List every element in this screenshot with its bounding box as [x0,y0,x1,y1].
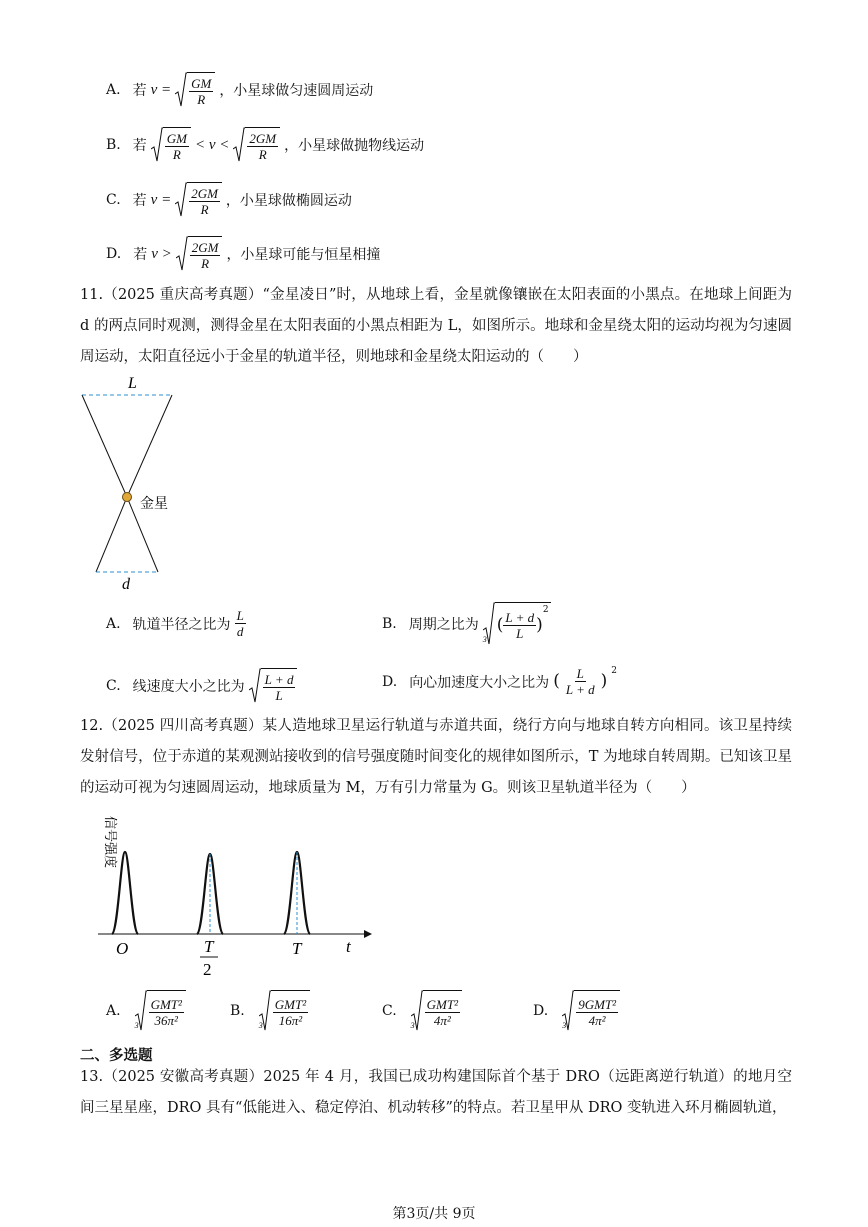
fraction-numerator: 2GM [191,186,218,201]
option-label: A. [106,1003,121,1019]
fraction-numerator: L + d [505,610,535,625]
math-relation: v = [150,191,172,208]
q11-option-d: D. 向心加速度大小之比为 ( $\frac{L}{L + d}$ ) $^2$ [382,666,617,697]
option-prefix: 若 [133,247,148,263]
option-prefix: 若 [132,193,147,209]
q12-signal-figure [92,812,374,982]
fraction-denominator: 36π² [154,1013,178,1028]
q11-figure [78,372,198,594]
fraction-denominator: L [516,626,524,641]
fraction-denominator: L + d [565,682,595,697]
q13-stem: 13.（2025 安徽高考真题）2025 年 4 月，我国已成功构建国际首个基于 DRO（远距离逆行轨道）的地月空间三星星座，DRO 具有“低能进入、稳定停泊、机动转移”的特点。若卫星甲从 DRO 变轨进入环月椭圆轨道， [80,1069,792,1116]
sqrt-expression [175,182,222,218]
math-relation: v = [150,81,172,98]
option-text: ，小星球做椭圆运动 [225,193,352,209]
option-text: ，小星球做抛物线运动 [284,138,425,154]
sightline-left [82,395,127,497]
fraction-numerator: L [236,608,244,623]
figure-label-d: d [122,576,130,593]
exponent: 2 [542,605,549,615]
sqrt-expression [233,127,280,163]
q10-option-d [106,236,380,272]
fraction-denominator: R [258,147,267,162]
option-text: 周期之比为 [408,617,479,633]
fraction-numerator: GMT² [426,997,459,1012]
q10-option-a [106,72,373,108]
q11-option-b [382,602,551,646]
cube-root-expression [259,990,310,1032]
sqrt-expression [175,72,215,108]
option-label: C. [382,1003,397,1019]
time-axis-label: t [346,937,351,956]
sqrt-expression [151,127,191,163]
fraction-denominator: 16π² [278,1013,303,1028]
option-prefix: 若 [132,138,147,154]
fraction-numerator: GM [191,76,212,91]
fraction [564,666,597,697]
fraction-numerator: GMT² [150,997,182,1012]
option-text: 线速度大小之比为 [132,679,245,695]
page-number: 第3页/共 9页 [392,1206,476,1222]
fraction-numerator: 2GM [191,240,219,255]
fraction-numerator: GM [166,131,187,146]
option-text: 轨道半径之比为 [132,616,231,633]
q10-option-b [106,127,424,163]
exponent: 2 [611,666,617,676]
fraction-denominator: R [172,147,181,162]
root-index: 3 [134,1021,139,1030]
root-index: 3 [258,1021,263,1030]
option-label: A. [106,82,121,98]
math-relation: < v < [194,136,230,153]
option-label: B. [106,137,121,153]
q12-option-a [106,990,186,1032]
venus-label: 金星 [140,496,168,512]
option-label: D. [382,673,398,690]
sightline-lower-left [96,497,127,572]
cube-root-expression [562,990,620,1032]
q12-option-b [230,990,310,1032]
option-label: B. [382,616,397,632]
cube-root-expression [411,990,462,1032]
figure-label-l: L [128,375,137,392]
q11-option-c [106,668,297,704]
option-text: ，小星球做匀速圆周运动 [219,83,374,99]
option-label: B. [230,1003,245,1019]
fraction-denominator: L [275,688,283,703]
tick-half-denominator: 2 [203,960,212,979]
fraction-denominator: R [197,92,206,107]
origin-label: O [116,939,129,958]
sqrt-expression [249,668,298,704]
fraction-numerator: GMT² [274,997,307,1012]
fraction-numerator: 9GMT² [578,997,617,1012]
q11-option-a [106,608,246,639]
option-label: D. [533,1003,549,1019]
q10-option-c [106,182,352,218]
axis-arrow [364,930,372,938]
option-text: ，小星球可能与恒星相撞 [226,247,381,263]
fraction [235,608,246,639]
sightline-right [127,395,172,497]
fraction-numerator: L [576,666,584,681]
sqrt-expression [176,236,223,272]
venus-dot [123,493,132,502]
root-index: 3 [482,635,487,644]
fraction-denominator: d [236,624,244,639]
root-index: 3 [410,1021,415,1030]
q12-option-c [382,990,462,1032]
fraction-numerator: L + d [264,672,294,687]
figure-ylabel: 信号强度 [102,816,117,869]
section-heading: 二、多选题 [80,1047,153,1064]
fraction-numerator: 2GM [249,131,277,146]
tick-half-numerator: T [204,937,214,956]
cube-root-expression: 3 ( $\frac{L + d}{L}$ ) 2 [483,602,551,646]
root-index: 3 [562,1021,567,1030]
fraction-denominator: 4π² [588,1013,606,1028]
tick-full-label: T [292,939,302,958]
option-label: C. [106,192,121,208]
option-prefix: 若 [132,83,147,99]
option-text: 向心加速度大小之比为 [409,674,550,691]
option-label: C. [106,678,121,694]
q12-option-d [533,990,620,1032]
option-label: A. [106,615,121,632]
cube-root-expression [135,990,186,1032]
math-relation: v > [151,245,172,262]
q11-stem: 11.（2025 重庆高考真题）“金星凌日”时，从地球上看，金星就像镶嵌在太阳表面的小黑点。在地球上间距为 d 的两点同时观测，测得金星在太阳表面的小黑点相距为 L，如图所示。地球和金星绕太阳的运动均视为匀速圆周运动，太阳直径远小于金星的轨道半径，则地球和金星绕太阳运动的（ ） [80,287,792,365]
fraction-denominator: R [201,256,210,271]
fraction-denominator: R [200,202,209,217]
option-label: D. [106,246,122,262]
fraction-denominator: 4π² [433,1013,451,1028]
q12-stem: 12.（2025 四川高考真题）某人造地球卫星运行轨道与赤道共面，绕行方向与地球自转方向相同。该卫星持续发射信号，位于赤道的某观测站接收到的信号强度随时间变化的规律如图所示，T 为地球自转周期。已知该卫星的运动可视为匀速圆周运动，地球质量为 M，万有引力常量为 G。则该卫星轨道半径为（ ） [80,718,792,796]
